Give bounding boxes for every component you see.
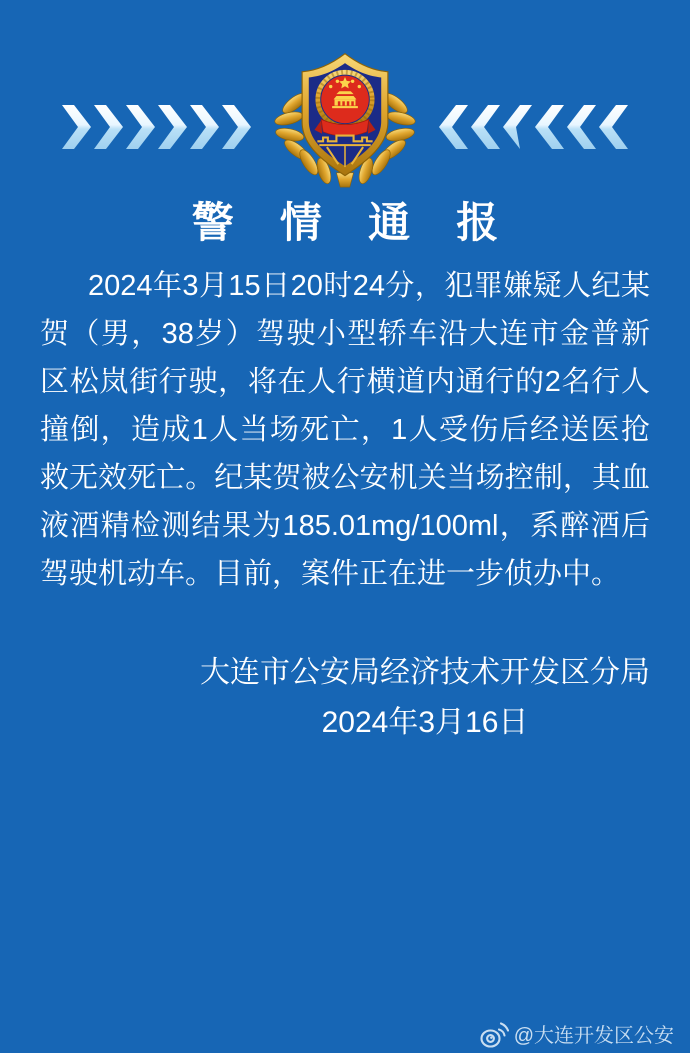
chevrons-left-pointing-decoration [432, 104, 628, 150]
weibo-icon [479, 1020, 509, 1048]
signature-block [200, 655, 650, 741]
issue-date: 2024年3月16日 [321, 706, 529, 739]
watermark-handle: @大连开发区公安 [513, 1025, 674, 1047]
chevrons-right-pointing-decoration [62, 104, 258, 150]
issuing-department: 大连市公安局经济技术开发区分局 [200, 656, 650, 689]
notice-title: 警情通报 [191, 199, 545, 246]
police-badge-icon [264, 46, 426, 189]
weibo-watermark [479, 1019, 674, 1048]
notice-body-paragraph: 2024年3月15日20时24分，犯罪嫌疑人纪某贺（男，38岁）驾驶小型轿车沿大连市金普新区松岚街行驶，将在人行横道内通行的2名行人撞倒，造成1人当场死亡，1人受伤后经送医抢救无效死亡。纪某贺被公安机关当场控制，其血液酒精检测结果为185.01mg/100ml，系醉酒后驾驶机动车。目前，案件正在进一步侦办中。 [40, 270, 650, 590]
